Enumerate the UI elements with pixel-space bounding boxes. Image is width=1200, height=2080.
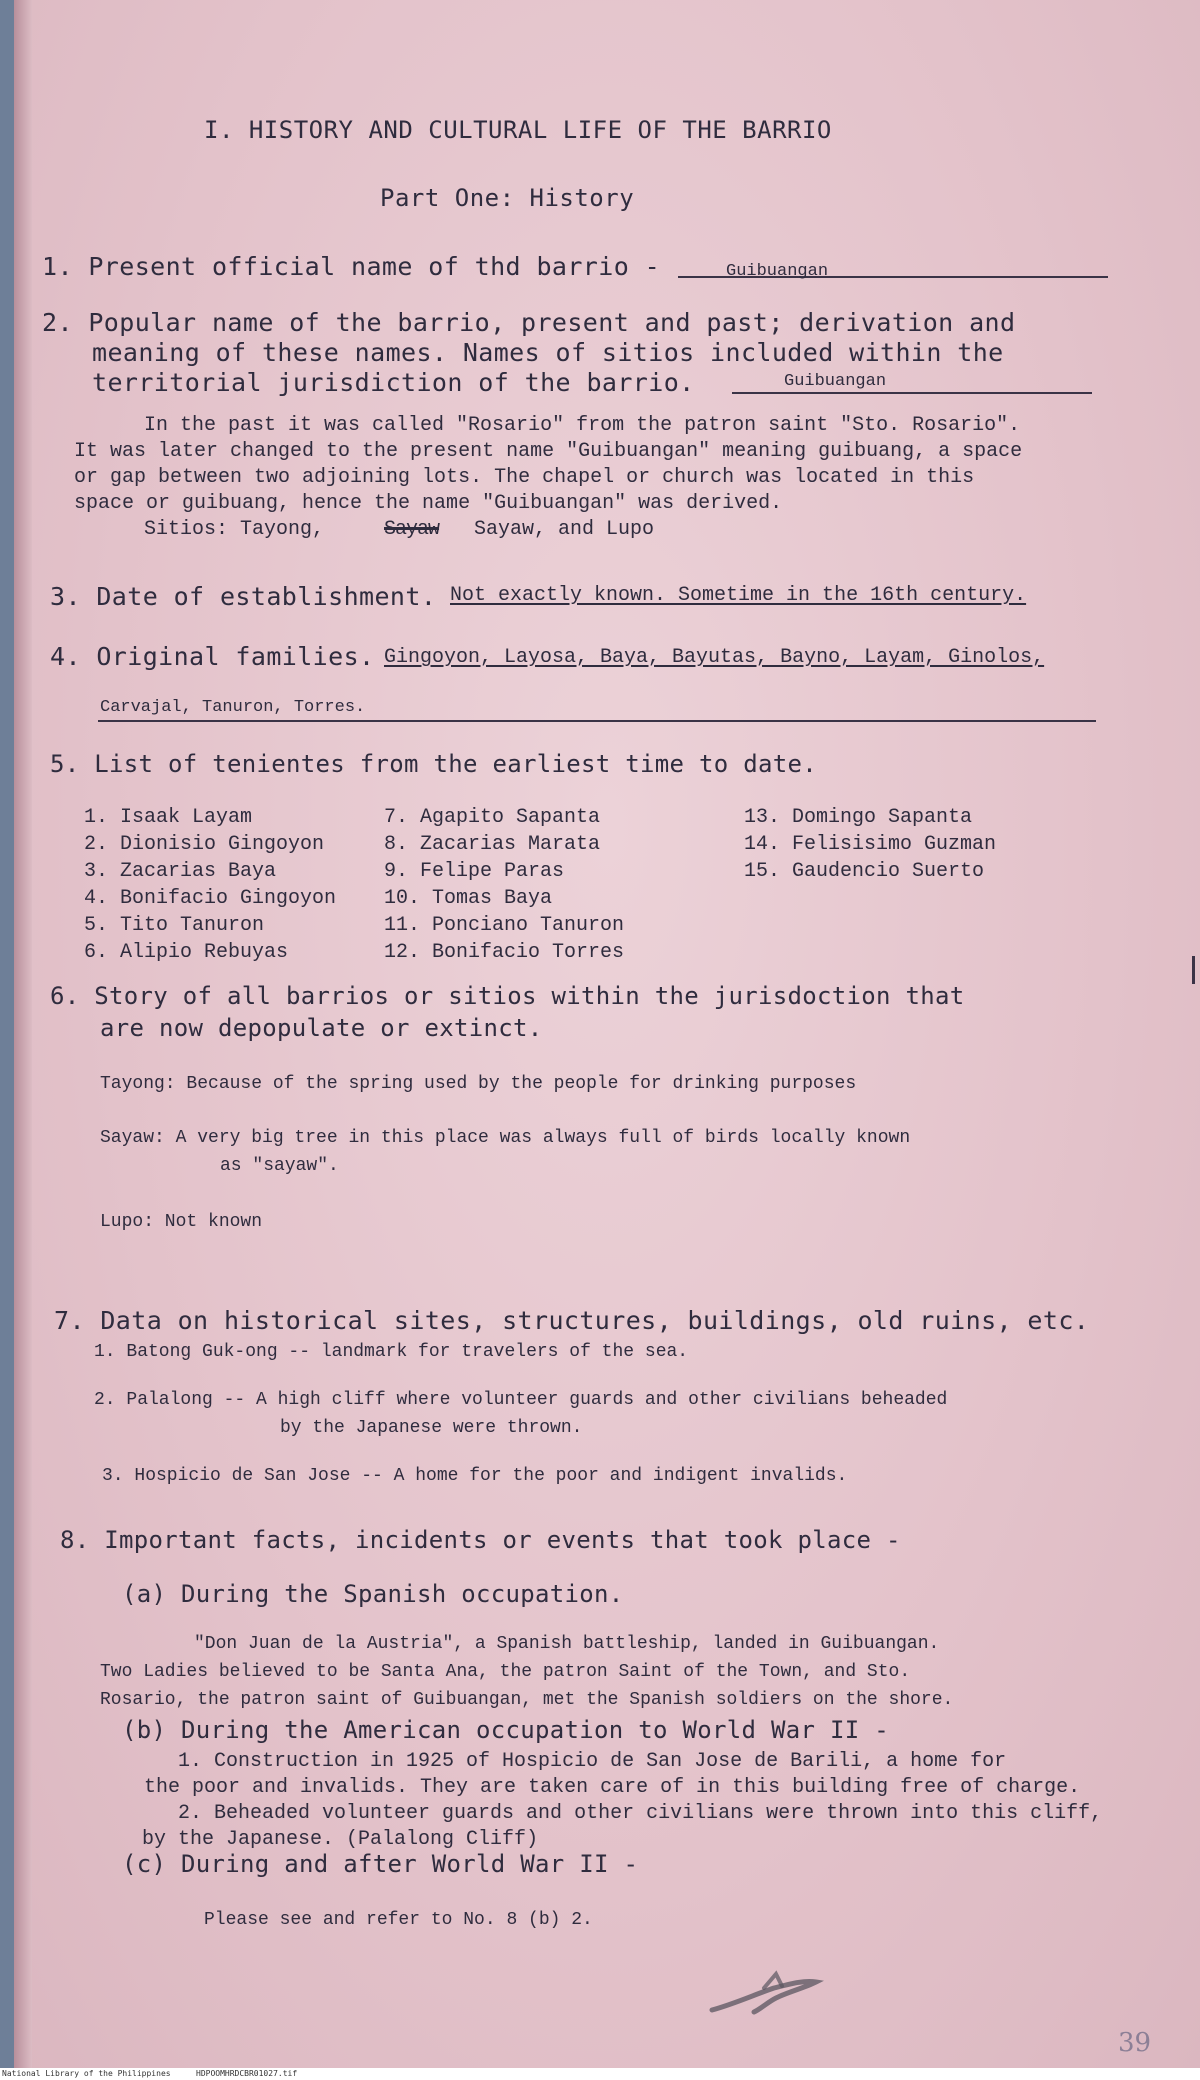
q1-answer: Guibuangan	[726, 262, 829, 281]
q2-para2: It was later changed to the present name "Guibuangan" meaning guibuang, a space	[74, 440, 1023, 463]
teniente-entry: 15. Gaudencio Suerto	[744, 860, 985, 883]
q8b-label: (b) During the American occupation to World War II -	[122, 1716, 889, 1744]
q8b-line2: the poor and invalids. They are taken care of in this building free of charge.	[144, 1776, 1081, 1799]
teniente-entry: 8. Zacarias Marata	[384, 833, 601, 856]
teniente-entry: 4. Bonifacio Gingoyon	[84, 887, 337, 910]
q2-sitios-label: Sitios: Tayong,	[144, 518, 325, 541]
q4-answer-line1: Gingoyon, Layosa, Baya, Bayutas, Bayno, Layam, Ginolos,	[384, 646, 1045, 669]
q7-item1: 1. Batong Guk-ong -- landmark for travelers of the sea.	[94, 1342, 689, 1362]
q2-line2: meaning of these names. Names of sitios included within the	[92, 338, 1004, 367]
teniente-entry: 13. Domingo Sapanta	[744, 806, 973, 829]
q8-label: 8. Important facts, incidents or events that took place -	[60, 1526, 901, 1554]
tenientes-col2	[384, 804, 624, 966]
teniente-entry: 6. Alipio Rebuyas	[84, 941, 289, 964]
teniente-entry: 5. Tito Tanuron	[84, 914, 265, 937]
q6-sayaw-line1: Sayaw: A very big tree in this place was always full of birds locally known	[100, 1128, 911, 1148]
q8b-line1: 1. Construction in 1925 of Hospicio de San Jose de Barili, a home for	[178, 1750, 1007, 1773]
teniente-entry: 10. Tomas Baya	[384, 887, 553, 910]
q4-answer-line2: Carvajal, Tanuron, Torres.	[100, 698, 366, 717]
footer-source: National Library of the Philippines	[2, 2069, 171, 2078]
teniente-entry: 7. Agapito Sapanta	[384, 806, 601, 829]
q4-answer-line2-rule	[98, 720, 1096, 722]
q8c-label: (c) During and after World War II -	[122, 1850, 639, 1878]
q2-sitios-struck: Sayaw	[384, 518, 440, 541]
q2-answer-line	[732, 392, 1092, 394]
q2-para1: In the past it was called "Rosario" from the patron saint "Sto. Rosario".	[144, 414, 1021, 437]
teniente-entry: 1. Isaak Layam	[84, 806, 253, 829]
q8a-line3: Rosario, the patron saint of Guibuangan, met the Spanish soldiers on the shore.	[100, 1690, 954, 1710]
q6-line1: 6. Story of all barrios or sitios within the jurisdoction that	[50, 982, 965, 1010]
teniente-entry: 11. Ponciano Tanuron	[384, 914, 625, 937]
q3-answer: Not exactly known. Sometime in the 16th century.	[450, 584, 1027, 607]
q8c-line1: Please see and refer to No. 8 (b) 2.	[204, 1910, 593, 1930]
q3-label: 3. Date of establishment.	[50, 582, 437, 611]
teniente-entry: 3. Zacarias Baya	[84, 860, 277, 883]
tenientes-col1	[84, 804, 336, 966]
q2-para3: or gap between two adjoining lots. The chapel or church was located in this	[74, 466, 975, 489]
q8a-line1: "Don Juan de la Austria", a Spanish battleship, landed in Guibuangan.	[194, 1634, 940, 1654]
margin-mark	[1192, 956, 1195, 984]
q2-sitios-rest: Sayaw, and Lupo	[474, 518, 655, 541]
page-spine-shadow	[14, 0, 32, 2068]
scan-footer	[0, 2068, 1200, 2080]
q2-line3: territorial jurisdiction of the barrio.	[92, 368, 695, 397]
q1-label: 1. Present official name of thd barrio -	[42, 252, 661, 281]
handwritten-mark	[704, 1958, 854, 2028]
q7-item3: 3. Hospicio de San Jose -- A home for the poor and indigent invalids.	[102, 1466, 848, 1486]
teniente-entry: 14. Felisisimo Guzman	[744, 833, 997, 856]
q7-item2-line2: by the Japanese were thrown.	[280, 1418, 583, 1438]
tenientes-col3	[744, 804, 996, 885]
q2-line1: 2. Popular name of the barrio, present and past; derivation and	[42, 308, 1016, 337]
q8a-line2: Two Ladies believed to be Santa Ana, the patron Saint of the Town, and Sto.	[100, 1662, 911, 1682]
section-subtitle: Part One: History	[380, 184, 635, 212]
q7-label: 7. Data on historical sites, structures, buildings, old ruins, etc.	[54, 1306, 1090, 1335]
q7-item2-line1: 2. Palalong -- A high cliff where volunteer guards and other civilians beheaded	[94, 1390, 948, 1410]
q6-tayong: Tayong: Because of the spring used by the people for drinking purposes	[100, 1074, 857, 1094]
teniente-entry: 12. Bonifacio Torres	[384, 941, 625, 964]
footer-filename: HDPOOMHRDCBR01027.tif	[196, 2069, 298, 2078]
q6-lupo: Lupo: Not known	[100, 1212, 263, 1232]
q8a-label: (a) During the Spanish occupation.	[122, 1580, 624, 1608]
page-number: 39	[1118, 2028, 1152, 2058]
document-page	[14, 0, 1200, 2068]
teniente-entry: 9. Felipe Paras	[384, 860, 565, 883]
q8b-line4: by the Japanese. (Palalong Cliff)	[142, 1828, 539, 1851]
q2-para4: space or guibuang, hence the name "Guibuangan" was derived.	[74, 492, 783, 515]
q6-line2: are now depopulate or extinct.	[100, 1014, 543, 1042]
teniente-entry: 2. Dionisio Gingoyon	[84, 833, 325, 856]
q2-answer: Guibuangan	[784, 372, 887, 391]
q8b-line3: 2. Beheaded volunteer guards and other civilians were thrown into this cliff,	[178, 1802, 1103, 1825]
q5-label: 5. List of tenientes from the earliest time to date.	[50, 750, 817, 778]
q4-label: 4. Original families.	[50, 642, 375, 671]
section-title: I. HISTORY AND CULTURAL LIFE OF THE BARRIO	[204, 116, 832, 144]
q6-sayaw-line2: as "sayaw".	[220, 1156, 339, 1176]
